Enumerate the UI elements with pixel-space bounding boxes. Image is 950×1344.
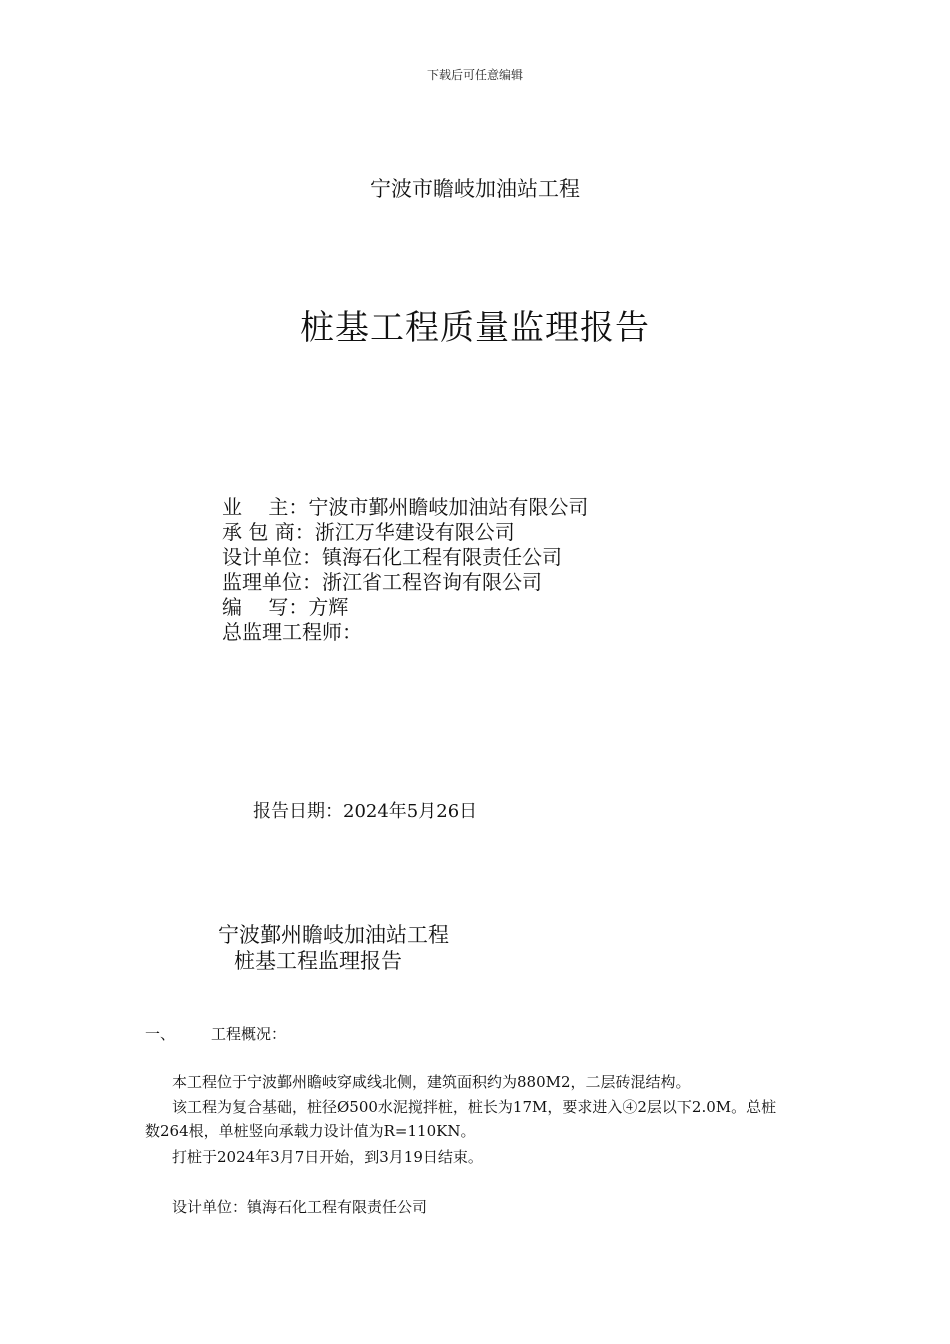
cover-info-block [222, 495, 588, 645]
info-value: 宁波市鄞州瞻岐加油站有限公司 [308, 495, 589, 519]
paragraph-schedule: 打桩于2024年3月7日开始，到3月19日结束。 [172, 1148, 483, 1166]
project-title: 宁波市瞻岐加油站工程 [370, 177, 580, 201]
report-title: 桩基工程质量监理报告 [300, 308, 650, 348]
info-row-supervisor [222, 570, 588, 595]
header-note: 下载后可任意编辑 [426, 68, 523, 82]
section-number: 一、 [145, 1025, 176, 1043]
report-date: 报告日期：2024年5月26日 [253, 801, 478, 822]
info-value: 镇海石化工程有限责任公司 [322, 545, 562, 569]
body-title-line1: 宁波鄞州瞻岐加油站工程 [218, 923, 449, 947]
info-label: 监理单位： [222, 570, 322, 594]
info-row-designer [222, 545, 588, 570]
info-value: 浙江省工程咨询有限公司 [322, 570, 542, 594]
info-value: 方辉 [308, 595, 349, 619]
body-title-line2: 桩基工程监理报告 [234, 949, 402, 973]
info-row-contractor [222, 520, 588, 545]
section-heading [145, 1023, 286, 1044]
paragraph-foundation: 该工程为复合基础，桩径Ø500水泥搅拌桩，桩长为17M，要求进入④2层以下2.0M。总桩数264根，单桩竖向承载力设计值为R=110KN。 [145, 1098, 777, 1140]
paragraph-location: 本工程位于宁波鄞州瞻岐穿咸线北侧，建筑面积约为880M2，二层砖混结构。 [172, 1073, 691, 1091]
info-label: 编 写： [222, 595, 309, 619]
paragraph-design-unit: 设计单位：镇海石化工程有限责任公司 [172, 1198, 428, 1216]
section-heading-text: 工程概况： [211, 1025, 287, 1043]
info-row-chief-engineer [222, 620, 588, 645]
info-label: 设计单位： [222, 545, 322, 569]
info-label: 业 主： [222, 495, 309, 519]
info-label: 总监理工程师： [222, 620, 362, 644]
info-value: 浙江万华建设有限公司 [314, 520, 515, 544]
info-row-owner [222, 495, 588, 520]
info-label: 承 包 商： [222, 520, 315, 544]
info-row-author [222, 595, 588, 620]
